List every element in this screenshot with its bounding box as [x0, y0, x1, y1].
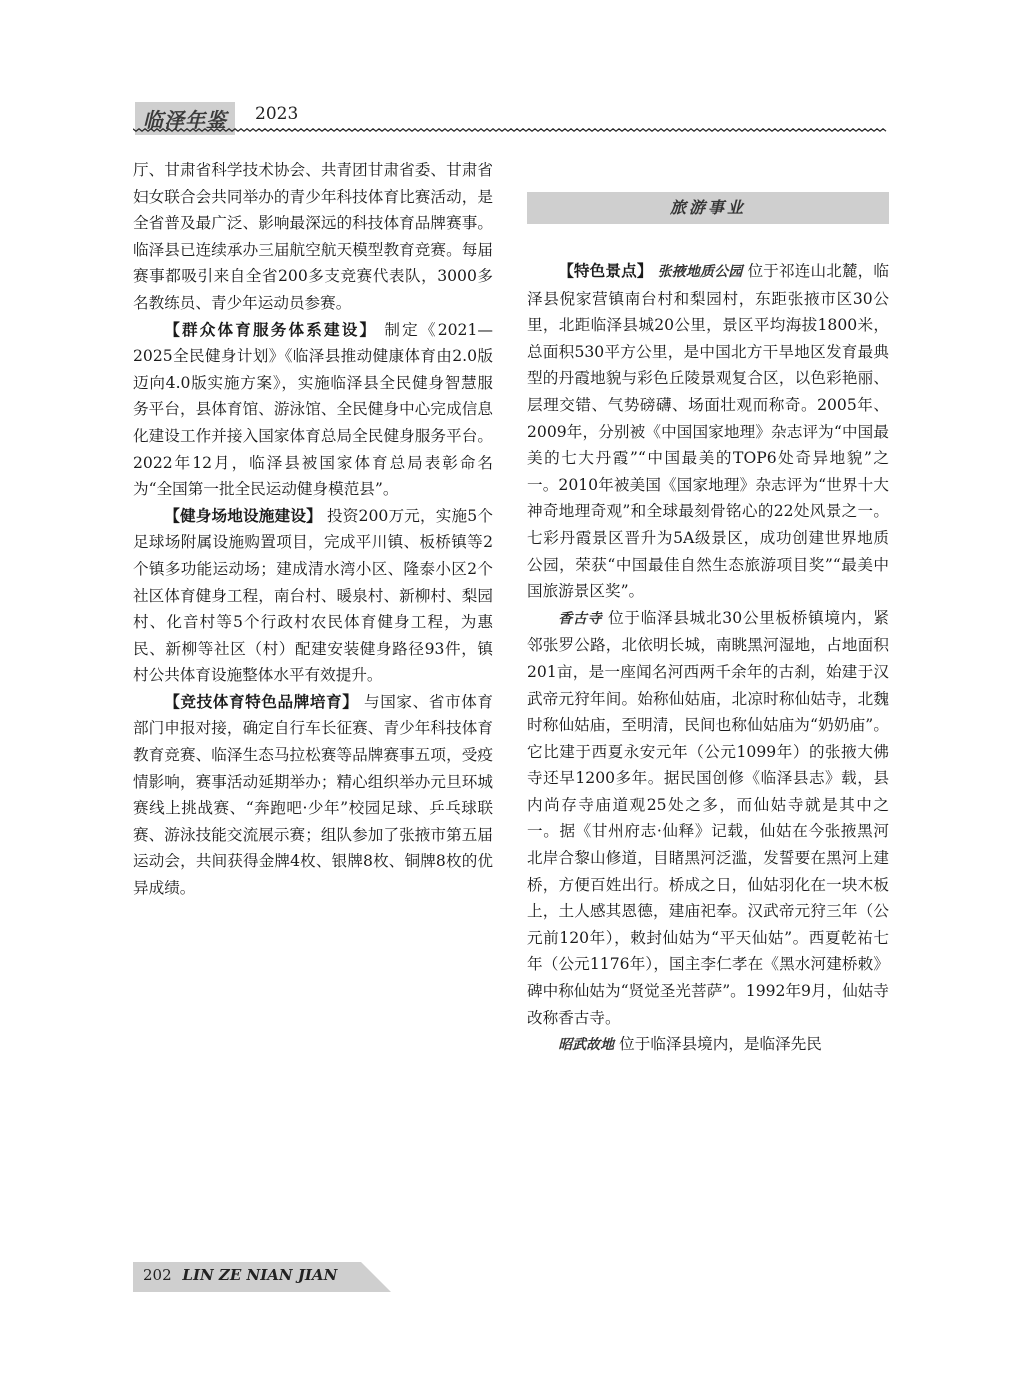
page-number: 202 [143, 1266, 172, 1284]
paragraph-text: 投资200万元，实施5个足球场附属设施购置项目，完成平川镇、板桥镇等2个镇多功能运动场；建成清水湾小区、隆泰小区2个社区体育健身工程，南台村、暖泉村、新柳村、梨园村、化音村等5个行政村农民体育健身工程，为惠民、新柳等社区（村）配建安装健身路径93件，镇村公共体育设施整体水平有效提升。 [133, 506, 493, 685]
section-keyword: 【群众体育服务体系建设】 [164, 320, 378, 339]
subsection-title: 昭武故地 [558, 1037, 615, 1054]
left-column [133, 157, 493, 902]
footer-english-title: LIN ZE NIAN JIAN [182, 1266, 338, 1284]
paragraph-text: 位于祁连山北麓，临泽县倪家营镇南台村和梨园村，东距张掖市区30公里，北距临泽县城20公里，景区平均海拔1800米，总面积530平方公里，是中国北方干旱地区发育最典型的丹霞地貌与彩色丘陵景观复合区，以色彩艳丽、层理交错、气势磅礴、场面壮观而称奇。2005年、2009年，分别被《中国国家地理》杂志评为“中国最美的七大丹霞”“中国最美的TOP6处奇异地貌”之一。2010年被美国《国家地理》杂志评为“世界十大神奇地理奇观”和全球最刻骨铭心的22处风景之一。七彩丹霞景区晋升为5A级景区，成功创建世界地质公园，荣获“中国最佳自然生态旅游项目奖”“最美中国旅游景区奖”。 [527, 262, 889, 601]
section-keyword: 【竞技体育特色品牌培育】 [164, 692, 359, 711]
paragraph-text: 位于临泽县境内，是临泽先民 [619, 1035, 822, 1054]
paragraph-continued [133, 157, 493, 317]
subsection-title: 张掖地质公园 [657, 264, 743, 280]
paragraph-fitness-facilities [133, 503, 493, 689]
paragraph-geopark [527, 258, 889, 605]
yearbook-year: 2023 [255, 104, 299, 124]
paragraph-xianggu-temple [527, 605, 889, 1032]
section-title-tourism: 旅游事业 [527, 192, 889, 224]
footer-text [143, 1266, 337, 1284]
paragraph-competitive-sports [133, 689, 493, 902]
page-header [133, 100, 888, 132]
header-wavy-rule [133, 128, 888, 132]
paragraph-text: 制定《2021—2025全民健身计划》《临泽县推动健康体育由2.0版迈向4.0版实施方案》，实施临泽县全民健身智慧服务平台，县体育馆、游泳馆、全民健身中心完成信息化建设工作并接入国家体育总局全民健身服务平台。2022年12月，临泽县被国家体育总局表彰命名为“全国第一批全民运动健身模范县”。 [133, 320, 493, 499]
yearbook-title: 临泽年鉴 [135, 102, 235, 135]
paragraph-text: 与国家、省市体育部门申报对接，确定自行车长征赛、青少年科技体育教育竞赛、临泽生态马拉松赛等品牌赛事五项，受疫情影响，赛事活动延期举办；精心组织举办元旦环城赛线上挑战赛、“奔跑吧·少年”校园足球、乒乓球联赛、游泳技能交流展示赛；组队参加了张掖市第五届运动会，共间获得金牌4枚、银牌8枚、铜牌8枚的优异成绩。 [133, 692, 493, 898]
section-keyword: 【健身场地设施建设】 [164, 506, 322, 525]
paragraph-text: 位于临泽县城北30公里板桥镇境内，紧邻张罗公路，北依明长城，南眺黑河湿地，占地面积201亩，是一座闻名河西两千余年的古刹，始建于汉武帝元狩年间。始称仙姑庙，北凉时称仙姑寺，北魏时称仙姑庙，至明清，民间也称仙姑庙为“奶奶庙”。它比建于西夏永安元年（公元1099年）的张掖大佛寺还早1200多年。据民国创修《临泽县志》载，县内尚存寺庙道观25处之多，而仙姑寺就是其中之一。据《甘州府志·仙释》记载，仙姑在今张掖黑河北岸合黎山修道，目睹黑河泛滥，发誓要在黑河上建桥，方便百姓出行。桥成之日，仙姑羽化在一块木板上，土人感其恩德，建庙祀奉。汉武帝元狩三年（公元前120年），敕封仙姑为“平天仙姑”。西夏乾祐七年（公元1176年），国主李仁孝在《黑水河建桥敕》碑中称仙姑为“贤觉圣光菩萨”。1992年9月，仙姑寺改称香古寺。 [527, 608, 890, 1027]
right-column [527, 258, 889, 1059]
subsection-title: 香古寺 [558, 610, 603, 627]
paragraph-mass-sports [133, 317, 493, 503]
paragraph-zhaowu [527, 1031, 889, 1059]
paragraph-text: 厅、甘肃省科学技术协会、共青团甘肃省委、甘肃省妇女联合会共同举办的青少年科技体育比赛活动，是全省普及最广泛、影响最深远的科技体育品牌赛事。临泽县已连续承办三届航空航天模型教育竞赛。每届赛事都吸引来自全省200多支竞赛代表队，3000多名教练员、青少年运动员参赛。 [133, 161, 493, 312]
section-keyword: 【特色景点】 [558, 262, 653, 280]
